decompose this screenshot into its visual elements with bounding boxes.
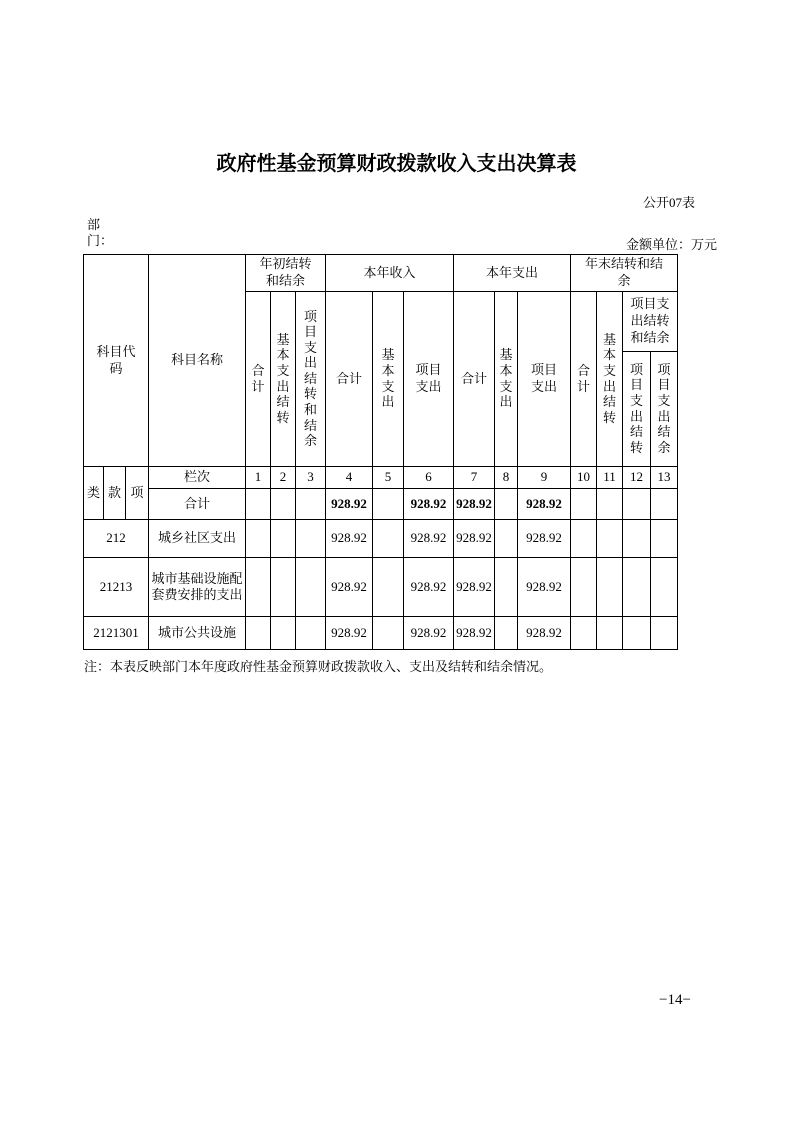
value-cell: 928.92 <box>454 489 495 520</box>
value-cell <box>271 489 296 520</box>
header-subject-code: 科目代码 <box>84 255 149 467</box>
value-cell: 928.92 <box>518 489 571 520</box>
columns-row <box>84 467 678 489</box>
value-cell <box>495 520 518 558</box>
column-number: 11 <box>597 467 623 489</box>
value-cell: 928.92 <box>518 520 571 558</box>
data-row <box>84 558 678 617</box>
header-group-row <box>84 255 678 292</box>
value-cell <box>651 617 678 650</box>
value-cell <box>296 558 326 617</box>
value-cell <box>373 489 404 520</box>
column-number: 5 <box>373 467 404 489</box>
column-number: 7 <box>454 467 495 489</box>
value-cell: 928.92 <box>326 558 373 617</box>
value-cell <box>271 558 296 617</box>
header-begin-total: 合计 <box>246 292 271 467</box>
value-cell <box>296 489 326 520</box>
value-cell <box>571 520 597 558</box>
column-number: 1 <box>246 467 271 489</box>
value-cell <box>246 489 271 520</box>
code-class-cell: 类 <box>84 467 104 520</box>
value-cell <box>246 520 271 558</box>
total-row-label: 合计 <box>149 489 246 520</box>
row-code: 21213 <box>84 558 149 617</box>
table-note: 注：本表反映部门本年度政府性基金预算财政拨款收入、支出及结转和结余情况。 <box>84 659 553 674</box>
column-number: 2 <box>271 467 296 489</box>
column-number: 3 <box>296 467 326 489</box>
value-cell <box>271 617 296 650</box>
value-cell <box>373 520 404 558</box>
data-row <box>84 520 678 558</box>
column-number: 8 <box>495 467 518 489</box>
row-code: 212 <box>84 520 149 558</box>
value-cell <box>495 489 518 520</box>
header-income-total: 合计 <box>326 292 373 467</box>
value-cell: 928.92 <box>404 520 454 558</box>
code-item-cell: 项 <box>126 467 149 520</box>
value-cell: 928.92 <box>404 489 454 520</box>
value-cell <box>571 617 597 650</box>
value-cell <box>651 558 678 617</box>
column-number: 9 <box>518 467 571 489</box>
header-expense-project: 项目支出 <box>518 292 571 467</box>
value-cell <box>623 489 651 520</box>
department-label: 部门： <box>87 217 114 249</box>
data-row <box>84 617 678 650</box>
value-cell <box>597 617 623 650</box>
header-group-begin-balance: 年初结转和结余 <box>246 255 326 292</box>
value-cell <box>571 489 597 520</box>
value-cell <box>246 617 271 650</box>
row-name: 城市公共设施 <box>149 617 246 650</box>
page-title: 政府性基金预算财政拨款收入支出决算表 <box>216 153 577 175</box>
amount-unit-label: 金额单位：万元 <box>625 237 717 252</box>
value-cell <box>296 617 326 650</box>
page-number: −14− <box>659 992 691 1008</box>
value-cell <box>623 520 651 558</box>
header-end-basic-carryover: 基本支出结转 <box>597 292 623 467</box>
header-expense-total: 合计 <box>454 292 495 467</box>
header-end-project-carryover: 项目支出结转 <box>623 352 651 467</box>
column-number: 13 <box>651 467 678 489</box>
header-income-basic: 基本支出 <box>373 292 404 467</box>
header-begin-basic-carryover: 基本支出结转 <box>271 292 296 467</box>
value-cell <box>571 558 597 617</box>
value-cell: 928.92 <box>404 558 454 617</box>
value-cell <box>495 558 518 617</box>
total-row <box>84 489 678 520</box>
value-cell <box>373 558 404 617</box>
header-income-project: 项目支出 <box>404 292 454 467</box>
header-end-project-carryover-balance: 项目支出结转和结余 <box>623 292 678 352</box>
header-group-end-balance: 年末结转和结余 <box>571 255 678 292</box>
header-end-total: 合计 <box>571 292 597 467</box>
row-name: 城乡社区支出 <box>149 520 246 558</box>
header-group-year-expense: 本年支出 <box>454 255 571 292</box>
value-cell: 928.92 <box>404 617 454 650</box>
column-number: 4 <box>326 467 373 489</box>
header-end-project-balance: 项目支出结余 <box>651 352 678 467</box>
value-cell <box>651 489 678 520</box>
value-cell <box>651 520 678 558</box>
header-expense-basic: 基本支出 <box>495 292 518 467</box>
value-cell: 928.92 <box>454 558 495 617</box>
value-cell <box>597 489 623 520</box>
value-cell <box>597 520 623 558</box>
header-group-year-income: 本年收入 <box>326 255 454 292</box>
value-cell: 928.92 <box>454 520 495 558</box>
column-number: 10 <box>571 467 597 489</box>
value-cell: 928.92 <box>326 520 373 558</box>
value-cell <box>296 520 326 558</box>
budget-table <box>83 254 678 650</box>
value-cell <box>623 617 651 650</box>
value-cell <box>597 558 623 617</box>
value-cell: 928.92 <box>454 617 495 650</box>
value-cell <box>246 558 271 617</box>
header-begin-project-carryover-balance: 项目支出结转和结余 <box>296 292 326 467</box>
value-cell: 928.92 <box>326 617 373 650</box>
column-index-label: 栏次 <box>149 467 246 489</box>
code-section-cell: 款 <box>104 467 126 520</box>
value-cell <box>495 617 518 650</box>
value-cell: 928.92 <box>326 489 373 520</box>
column-number: 12 <box>623 467 651 489</box>
value-cell: 928.92 <box>518 617 571 650</box>
row-name: 城市基础设施配套费安排的支出 <box>149 558 246 617</box>
row-code: 2121301 <box>84 617 149 650</box>
header-subject-name: 科目名称 <box>149 255 246 467</box>
value-cell <box>271 520 296 558</box>
value-cell: 928.92 <box>518 558 571 617</box>
value-cell <box>623 558 651 617</box>
value-cell <box>373 617 404 650</box>
form-number-label: 公开07表 <box>642 195 695 210</box>
column-number: 6 <box>404 467 454 489</box>
